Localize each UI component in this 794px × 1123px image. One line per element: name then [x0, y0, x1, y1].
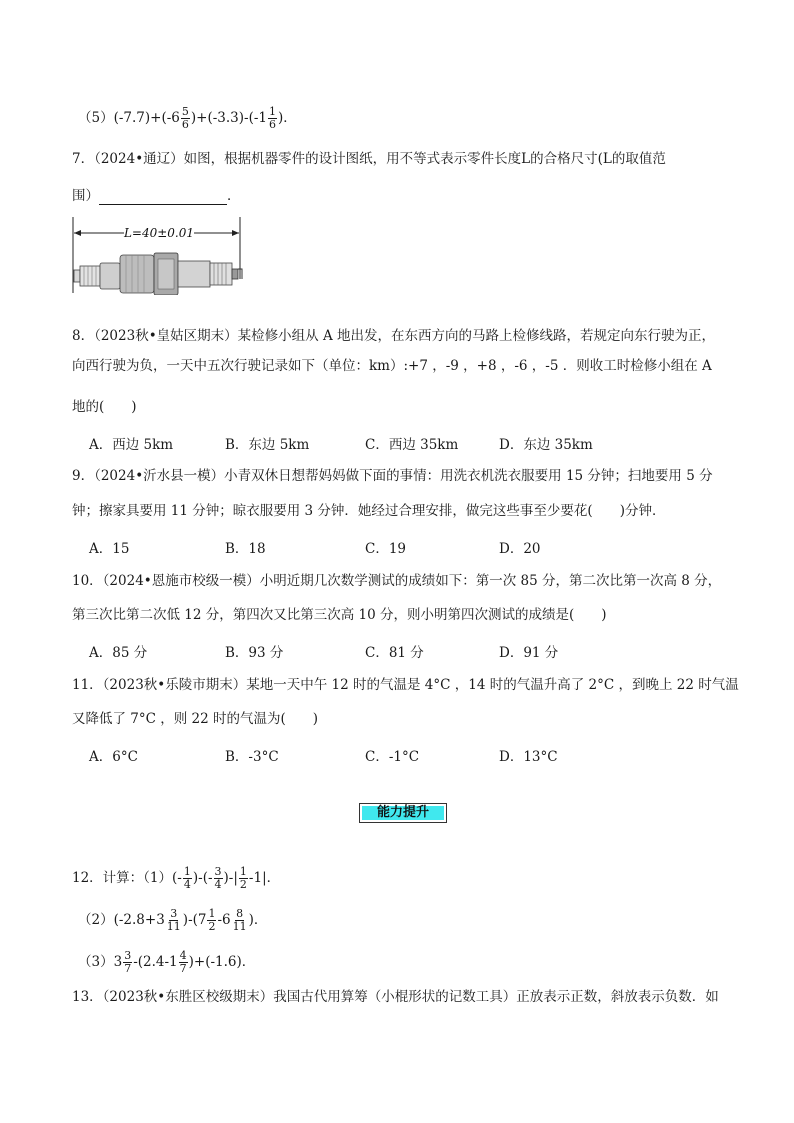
- option-c[interactable]: C．西边 35km: [365, 437, 459, 453]
- option-c[interactable]: C．-1°C: [365, 749, 420, 765]
- q8-line1: 8．（2023秋•皇姑区期末）某检修小组从 A 地出发，在东西方向的马路上检修线路，若规定向东行驶为正，: [72, 328, 715, 344]
- section-badge: [359, 803, 447, 823]
- option-d[interactable]: D．东边 35km: [499, 437, 593, 453]
- q12-part1: 12．计算：（1）(- $\frac{1}{4}$ )-(- $\frac{3}{4}$ )-| $\frac{1}{2}$ -1|．: [72, 865, 281, 891]
- q10-line1: 10．（2024•恩施市校级一模）小明近期几次数学测试的成绩如下：第一次 85 分，第二次比第一次高 8 分，: [72, 573, 722, 589]
- option-d[interactable]: D．13°C: [499, 749, 558, 765]
- fraction: $\frac{8}{11}$: [232, 907, 247, 933]
- q9-line1: 9．（2024•沂水县一模）小青双休日想帮妈妈做下面的事情：用洗衣机洗衣服要用 15 分钟；扫地要用 5 分: [72, 468, 713, 484]
- q12-part2: （2）(-2.8+3 $\frac{3}{11}$ )-(7 $\frac{1}{2}$ -6 $\frac{8}{11}$ )．: [78, 907, 268, 933]
- fraction: $\frac{1}{2}$: [208, 907, 216, 933]
- fraction: $\frac{1}{2}$: [239, 865, 247, 891]
- q9-line2: 钟；擦家具要用 11 分钟；晾衣服要用 3 分钟．她经过合理安排，做完这些事至少要花( )分钟．: [72, 503, 666, 519]
- fraction: $\frac{1}{6}$: [269, 105, 277, 131]
- option-b[interactable]: B．东边 5km: [225, 437, 310, 453]
- option-d[interactable]: D．91 分: [499, 645, 559, 661]
- q8-line2: 向西行驶为负，一天中五次行驶记录如下（单位：km）:+7 ，-9 ，+8 ，-6 ，-5 ．则收工时检修小组在 A: [72, 358, 712, 374]
- option-a[interactable]: A．85 分: [89, 645, 148, 661]
- q13-line1: 13．（2023秋•东胜区校级期末）我国古代用算筹（小棍形状的记数工具）正放表示正数，斜放表示负数．如: [72, 989, 719, 1005]
- option-b[interactable]: B．-3°C: [225, 749, 279, 765]
- q6-part5: （5）(-7.7)+(-6 $\frac{5}{6}$ )+(-3.3)-(-1 $\frac{1}{6}$ )．: [78, 105, 297, 131]
- fraction: $\frac{4}{7}$: [179, 949, 187, 975]
- option-d[interactable]: D．20: [499, 541, 541, 557]
- option-c[interactable]: C．81 分: [365, 645, 424, 661]
- q11-line2: 又降低了 7°C ，则 22 时的气温为( ): [72, 711, 319, 727]
- fraction: $\frac{1}{4}$: [183, 865, 191, 891]
- option-a[interactable]: A．西边 5km: [89, 437, 174, 453]
- q10-line2: 第三次比第二次低 12 分，第四次又比第三次高 10 分，则小明第四次测试的成绩是( ): [72, 607, 607, 623]
- answer-blank[interactable]: [99, 190, 227, 205]
- q7-line1: 7．（2024•通辽）如图，根据机器零件的设计图纸，用不等式表示零件长度L的合格尺寸(L的取值范: [72, 151, 666, 167]
- fraction: $\frac{3}{7}$: [124, 949, 132, 975]
- fraction: $\frac{3}{4}$: [214, 865, 222, 891]
- figure-label: L=40±0.01: [123, 226, 195, 240]
- fraction: $\frac{3}{11}$: [166, 907, 181, 933]
- q8-line3: 地的( ): [72, 399, 137, 415]
- q7-line2: 围） ．: [72, 188, 241, 204]
- option-b[interactable]: B．93 分: [225, 645, 284, 661]
- q11-line1: 11．（2023秋•乐陵市期末）某地一天中午 12 时的气温是 4°C ，14 时的气温升高了 2°C ，到晚上 22 时气温: [72, 677, 739, 693]
- option-a[interactable]: A．6°C: [89, 749, 138, 765]
- option-a[interactable]: A．15: [89, 541, 130, 557]
- spark-plug-figure: [72, 215, 244, 295]
- section-title: 能力提升: [362, 806, 444, 820]
- option-c[interactable]: C．19: [365, 541, 407, 557]
- q12-part3: （3）3 $\frac{3}{7}$ -(2.4-1 $\frac{4}{7}$ )+(-1.6)．: [78, 949, 256, 975]
- fraction: $\frac{5}{6}$: [181, 105, 189, 131]
- option-b[interactable]: B．18: [225, 541, 266, 557]
